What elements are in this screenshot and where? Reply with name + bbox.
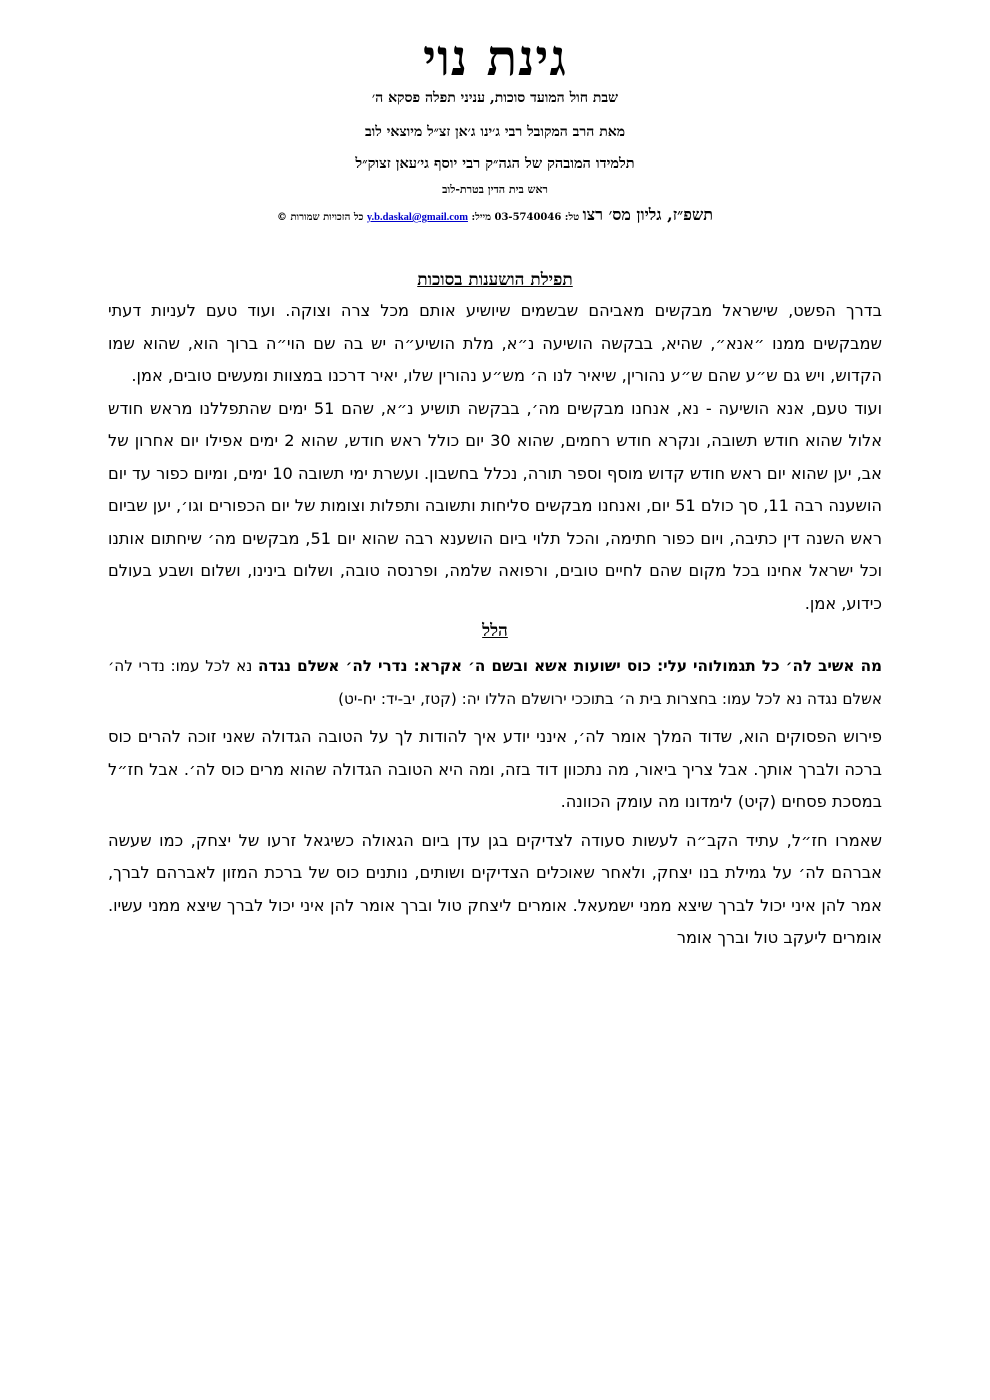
verse-quote bbox=[108, 650, 882, 715]
masthead-teacher: תלמידו המובהק של הגה״ק רבי יוסף גי׳עאן זצוק״ל bbox=[355, 155, 635, 172]
rights-notice: כל הזכויות שמורות © bbox=[276, 212, 364, 223]
paragraph-hoshanot-2: ועוד טעם, אנא הושיעה - נא, אנחנו מבקשים מה׳, בבקשה תושיע נ״א, שהם 51 ימים שהתפללנו מראש חודש אלול שהוא חודש תשובה, ונקרא חודש רחמים, שהוא 30 יום כולל ראש חודש, שהוא 2 ימים אפילו יום אחרון של אב, יען שהוא יום ראש חודש קדוש מוסף וספר תורה, נכלל בחשבון. ועשרת ימי תשובה 10 ימים, ומיום כפור עד יום הושענה רבה 11, סך כולם 51 יום, ואנחנו מבקשים סליחות ותשובה ותפלות וצומות של יום הכפורים וגו׳, יען שביום ראש השנה דין כתיבה, ויום כפור חתימה, והכל תלוי ביום הושענא רבה שהוא יום 51, מבקשים מה׳ שיחתום אותנו וכל ישראל אחינו בכל מקום שהם לחיים טובים, ורפואה שלמה, ופרנסה טובה, ושלום בינינו, ושלום ושבע בעולם כידוע, אמן. bbox=[107, 398, 883, 613]
masthead-info-line bbox=[108, 206, 882, 227]
paragraph-hoshanot-1: בדרך הפשט, שישראל מבקשים מאביהם שבשמים שיושיע אותם מכל צרה וצוקה. ועוד טעם לעניות דעתי שמבקשים ממנו ״אנא״, שהיא, בבקשה הושיעה נ״א, מלת הושיע״ה יש בה שם הוי״ה ברוך הוא, שהוא שמו הקדוש, ויש גם ש״ע שהם ש״ע נהורין, שיאיר לנו ה׳ מש״ע נהורין שלו, יאיר דרכנו במצוות ומעשים טובים, אמן. bbox=[108, 301, 882, 385]
masthead-title-role: ראש בית הדין בטרת-לוב bbox=[442, 183, 548, 196]
issue-number: תשפ״ז, גליון מס׳ רצו bbox=[582, 205, 714, 224]
email-link[interactable]: y.b.daskal@gmail.com bbox=[366, 212, 468, 223]
masthead-author: מאת הרב המקובל רבי ג׳ינו ג׳אן זצ״ל מיוצאי לוב bbox=[364, 124, 626, 140]
masthead bbox=[108, 28, 882, 227]
paragraph-hallel-2: שאמרו חז״ל, עתיד הקב״ה לעשות סעודה לצדיקים בגן עדן ביום הגאולה כשיגאל זרעו של יצחק, כמו שעשה אברהם לה׳ על גמילת בנו יצחק, ולאחר שאוכלים הצדיקים ושותים, נותנים כוס של ברכת המזון לאברהם לברך, אמר להן איני יכול לברך שיצא ממני ישמעאל. אומרים ליצחק טול וברך אומר להן איני יכול לברך שיצא ממני עשיו. אומרים ליעקב טול וברך אומר bbox=[108, 830, 882, 947]
page-title: גינת נוי bbox=[423, 28, 567, 87]
verse-quote-rest: נא לכל עמו: נדרי לה׳ אשלם נגדה נא לכל עמו: בחצרות בית ה׳ בתוככי ירושלם הללו יה: (קטז, יב-יד: יח-יט) bbox=[108, 657, 882, 708]
masthead-subtitle: שבת חול המועד סוכות, עניני תפלה פסקא ה׳ bbox=[371, 90, 619, 106]
verse-quote-bold: מה אשיב לה׳ כל תגמולוהי עלי: כוס ישועות אשא ובשם ה׳ אקרא: נדרי לה׳ אשלם נגדה bbox=[258, 657, 882, 675]
section-heading-hallel: הלל bbox=[482, 621, 508, 641]
document-page bbox=[108, 28, 882, 955]
section-heading-hoshanot: תפילת הושענות בסוכות bbox=[417, 270, 573, 290]
phone-label: טל: 03-5740046 מייל: bbox=[471, 212, 580, 223]
paragraph-hallel-1: פירוש הפסוקים הוא, שדוד המלך אומר לה׳, אינני יודע איך להודות לך על הטובה הגדולה שאני זוכה להרים כוס ברכה ולברך אותך. אבל צריך ביאור, מה נתכוון דוד בזה, ומה היא הטובה הגדולה שהוא מרים כוס לה׳. אבל חז״ל במסכת פסחים (קיט) לימדונו מה עומק הכוונה. bbox=[108, 727, 882, 811]
